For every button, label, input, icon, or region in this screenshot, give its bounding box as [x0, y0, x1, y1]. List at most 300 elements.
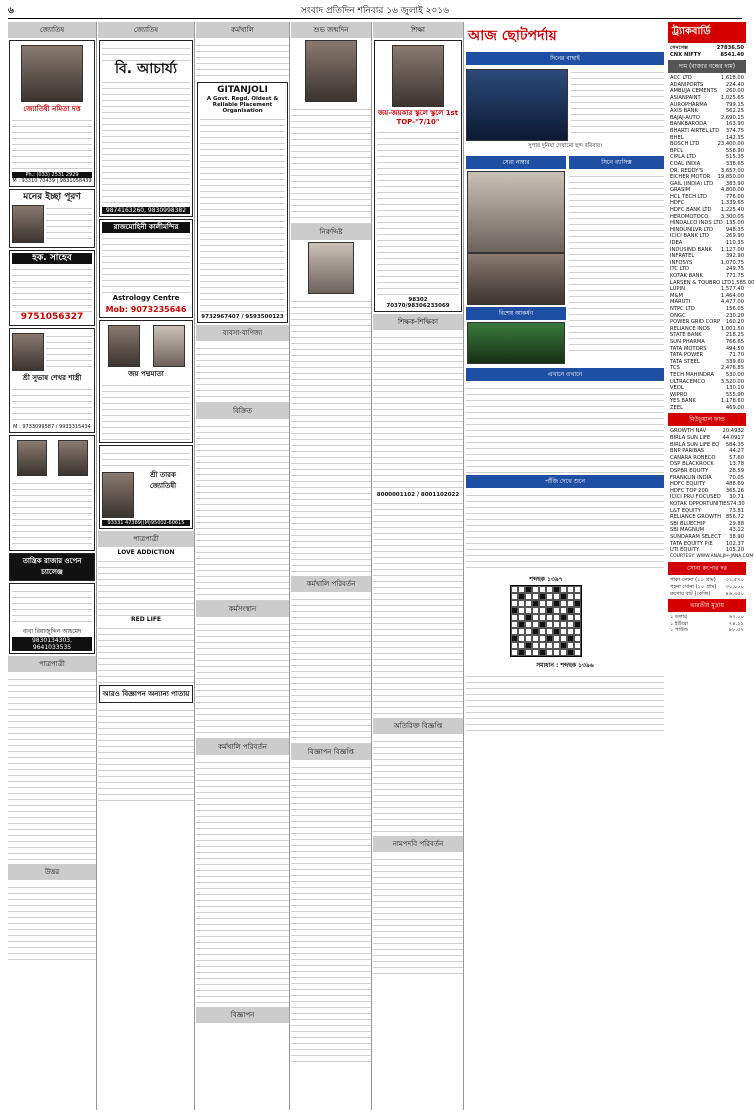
column-heading: কর্মখালি পরিবর্তন — [196, 739, 289, 755]
stock-row — [668, 233, 746, 240]
stock-row-label: ITC LTD — [670, 266, 690, 273]
stock-row-value: 156.05 — [725, 305, 744, 312]
mf-row-label: L&T EQUITY — [670, 507, 701, 514]
stock-row — [668, 253, 746, 260]
stock-row-value: 1,464.00 — [720, 292, 744, 299]
mf-row — [668, 527, 746, 534]
stock-row — [668, 279, 754, 287]
stock-row — [668, 392, 746, 399]
stock-row-label: BOSCH LTD — [670, 141, 700, 148]
fx-row-label: ১ ডলার — [670, 614, 688, 621]
gold-heading: সোনা রুপোর দর — [668, 562, 746, 575]
stock-row-label: TECH MAHINDRA — [670, 371, 714, 378]
stock-row-label: HDFC — [670, 200, 685, 207]
stock-row — [668, 187, 746, 194]
mf-row-label: GROWTH NAV — [670, 428, 707, 435]
fx-row-label: ১ পাউন্ড — [670, 627, 689, 634]
stock-row-value: 71.70 — [729, 352, 744, 359]
stock-row — [668, 339, 746, 346]
gold-list — [668, 577, 746, 597]
mf-row-label: BIRLA SUN LIFE — [670, 435, 711, 442]
stock-row — [668, 75, 746, 82]
stock-row-value: 2,476.85 — [720, 365, 744, 372]
stock-row — [668, 168, 746, 175]
stock-row-label: LUPIN — [670, 286, 685, 293]
column-heading: বিজ্ঞাপন বিজ্ঞপ্তি — [291, 744, 371, 760]
actress-photo — [467, 171, 565, 253]
mf-row-label: DSPBR EQUITY — [670, 468, 709, 475]
stock-row — [668, 115, 746, 122]
stock-row-value: 1,001.50 — [720, 325, 744, 332]
astrology-ad-b4 — [99, 445, 193, 529]
stock-row-value: 2,690.15 — [720, 114, 744, 121]
section-heading: বিশেষ আকর্ষণ — [466, 307, 566, 320]
person-photo — [12, 333, 44, 371]
mf-row-value: 488.69 — [725, 481, 744, 488]
stock-row-label: BHARTI AIRTEL LTD — [670, 127, 720, 134]
mf-row-value: 74.30 — [729, 501, 745, 507]
stock-row — [668, 220, 746, 227]
photo-caption: সুপার দুনিয়া দেখানো ছন্দ রবিবার। — [527, 143, 603, 149]
stock-row — [668, 227, 746, 234]
stock-row-label: COAL INDIA — [670, 160, 701, 167]
astrology-ad-4 — [9, 328, 95, 433]
astrology-ad-2 — [9, 189, 95, 248]
stock-row — [668, 200, 746, 207]
tv-host-photo — [466, 69, 568, 141]
stock-row-value: 1,178.60 — [720, 398, 744, 405]
person-photo — [58, 440, 88, 476]
ad-title: RED LIFE — [130, 616, 162, 623]
stock-row-value: 799.15 — [725, 101, 744, 108]
column-heading: কর্মখালি — [196, 22, 289, 38]
stock-row-label: AXIS BANK — [670, 108, 698, 115]
ad-title: তান্ত্রিক রাজার ওপেন চ্যালেঞ্জ — [22, 557, 82, 576]
stock-row-value: 130.10 — [725, 385, 744, 392]
stock-row — [668, 181, 746, 188]
stock-list — [668, 75, 754, 411]
mf-row-label: BIRLA SUN LIFE EQ — [670, 441, 720, 448]
astrology-ad-3 — [9, 250, 95, 326]
fx-heading: ভারতীয় মুদ্রায় — [668, 599, 746, 612]
fx-row-value: ৭৪.২১ — [728, 620, 744, 627]
gold-row-value: ৪৬,৩৫০ — [725, 590, 744, 597]
stock-row-value: 530.00 — [725, 371, 744, 378]
column-heading: শিক্ষা — [373, 22, 463, 38]
person-photo — [12, 205, 44, 243]
gold-row-value: ৩০,০০০ — [725, 583, 744, 590]
fx-row-value: ৬৭.০০ — [728, 614, 744, 621]
stock-row-value: 555.90 — [725, 391, 744, 398]
stock-row-value: 948.35 — [725, 226, 744, 233]
stock-row-value: 562.25 — [725, 108, 744, 115]
stock-row-value: 1,339.65 — [720, 200, 744, 207]
ad-phone-2: M : 93310 70439 | 9831058439 — [12, 178, 92, 184]
ad-title: জ্যোতিষী নমিতা দত্ত — [23, 105, 81, 113]
stock-row-value: 3,520.00 — [720, 378, 744, 385]
ad-title: GITANJOLI — [217, 85, 268, 95]
gold-row-label: পাকা সোনা (১০ গ্রাম) — [670, 577, 716, 584]
stock-row-label: BHEL — [670, 134, 684, 141]
stock-row-label: LARSEN & TOUBRO LTD — [670, 279, 732, 286]
stock-row-label: TATA STEEL — [670, 358, 700, 365]
ad-phone: 8000001102 / 8001102022 — [376, 492, 460, 498]
mf-row-value: 73.81 — [729, 507, 744, 514]
ad-title: মনের ইচ্ছা পূরণ — [23, 192, 81, 202]
missing-person-photo — [308, 242, 354, 294]
mf-row-value: 856.72 — [725, 514, 744, 521]
stock-row — [668, 174, 746, 181]
person-photo — [108, 325, 140, 367]
stock-row-label: M&M — [670, 292, 683, 299]
mf-row-label: UTI EQUITY — [670, 547, 700, 554]
stock-row-label: HCL TECH LTD — [670, 193, 708, 200]
stock-row-value: 374.75 — [725, 127, 744, 134]
column-ticker — [668, 22, 754, 1110]
stock-row-label: TATA MOTORS — [670, 345, 707, 352]
column-education — [373, 22, 464, 1110]
stock-row-label: EICHER MOTOR — [670, 174, 711, 181]
mf-row — [668, 435, 746, 442]
stock-row-label: BANKBARODA — [670, 121, 707, 128]
stock-row-value: 1,070.75 — [720, 259, 744, 266]
ad-phone: Mob: 9073235646 — [105, 305, 187, 314]
ad-phone: 93331 47389|(M)95002-60615 — [102, 520, 190, 526]
stock-row-value: 558.90 — [725, 147, 744, 154]
stock-row-label: AUROPHARMA — [670, 101, 708, 108]
stock-row-value: 163.90 — [725, 121, 744, 128]
stock-row-label: STATE BANK — [670, 332, 702, 339]
more-ads-box: আরও বিজ্ঞাপন অন্যান্য পাতায় — [99, 685, 193, 703]
mf-row-value: 28.59 — [729, 468, 744, 475]
stock-row-value: 3,657.00 — [720, 167, 744, 174]
stock-row — [668, 260, 746, 267]
stock-row-value: 392.90 — [725, 253, 744, 260]
column-heading: বিজ্ঞাপন — [196, 1007, 289, 1023]
stock-row-value: 142.35 — [725, 134, 744, 141]
mf-row — [668, 541, 746, 548]
mf-row-label: DSP BLACKROCK — [670, 461, 714, 468]
mf-row-label: SBI BLUECHIP — [670, 520, 706, 527]
stock-row-label: IDEA — [670, 240, 683, 247]
stock-row — [668, 121, 746, 128]
stock-row-value: 135.00 — [725, 220, 744, 227]
ad-title: রাজমোহিনী কালীমন্দির — [102, 222, 190, 233]
stock-row-value: 1,577.40 — [720, 286, 744, 293]
ad-phone: 9751056327 — [20, 312, 84, 322]
mf-row-value: 13.78 — [729, 461, 744, 468]
column-heading: নামপদবি পরিবর্তন — [373, 836, 463, 852]
astrology-ad-5 — [9, 435, 95, 551]
stock-row-label: YES BANK — [670, 398, 696, 405]
stock-row-value: 249.75 — [725, 266, 744, 273]
stock-row-value: 1,618.00 — [720, 75, 744, 82]
ad-title: বি. আচার্য্য — [114, 61, 178, 77]
stock-row — [668, 102, 746, 109]
stock-row — [668, 306, 746, 313]
column-heading: কর্মখালি পরিবর্তন — [291, 576, 371, 592]
stock-row-value: 218.25 — [725, 332, 744, 339]
column-birthday — [291, 22, 372, 1110]
mf-row-value: 38.90 — [729, 533, 744, 540]
stock-row-value: 766.65 — [725, 338, 744, 345]
column-heading: পাত্রপাত্রী — [8, 656, 96, 672]
astrology-ad-b2 — [99, 219, 193, 318]
crossword-grid — [510, 585, 582, 657]
stock-row-label: ICICI BANK LTD — [670, 233, 709, 240]
stock-row-value: 23,400.00 — [717, 141, 744, 148]
stock-row-label: TATA POWER — [670, 352, 704, 359]
column-heading: উত্তর — [8, 864, 96, 880]
mf-row-value: 44.27 — [729, 448, 744, 455]
stock-row — [668, 154, 746, 161]
stock-row — [668, 141, 746, 148]
mf-row — [668, 488, 746, 495]
stock-row — [668, 326, 746, 333]
stock-row-label: HINDALCO INDS LTD — [670, 220, 723, 227]
mf-row-value: 584.35 — [725, 441, 744, 448]
mf-row-value: 57.60 — [729, 454, 744, 461]
ad-title: শ্রী তারক জ্যোতিষী — [149, 471, 177, 490]
gitanjoli-ad — [197, 82, 288, 323]
stock-row — [668, 405, 746, 412]
column-heading: অতিরিক্ত বিজ্ঞপ্তি — [373, 718, 463, 734]
stock-row-label: GRASIM — [670, 187, 691, 194]
stock-row — [668, 359, 746, 366]
stock-row-value: 4,477.00 — [720, 299, 744, 306]
stock-row-value: 19,850.00 — [717, 174, 744, 181]
stock-row-value: 1,585.00 — [731, 279, 754, 286]
mf-row-label: FRANKLIN INDIA — [670, 474, 712, 481]
mf-row — [668, 534, 746, 541]
mf-row — [668, 547, 746, 554]
stock-row-value: 469.00 — [725, 404, 744, 411]
fx-row — [668, 627, 746, 634]
stock-row-label: INFRATEL — [670, 253, 695, 260]
mf-row-label: TATA EQUITY P/E — [670, 540, 713, 547]
stock-row-label: MARUTI — [670, 299, 691, 306]
section-subheading: দিনের বাছাই — [466, 52, 664, 65]
stock-row — [668, 266, 746, 273]
astrology-ad-b3 — [99, 320, 193, 443]
ad-title: LOVE ADDICTION — [117, 549, 175, 556]
column-jobs — [196, 22, 290, 1110]
astrology-ad-1 — [9, 40, 95, 187]
ad-phone: 9732967407 / 9593500123 — [201, 314, 284, 320]
ad-subtitle: A Govt. Regd. Oldest & Reliable Placement Organisation — [206, 96, 279, 114]
mf-row-label: KOTAK OPPORTUNITIES — [670, 501, 730, 507]
stock-row-label: BPCL — [670, 147, 684, 154]
stock-row-label: DR. REDDY'S — [670, 167, 704, 174]
mf-row-value: 102.37 — [725, 540, 744, 547]
mf-row — [668, 448, 746, 455]
stock-row — [668, 346, 746, 353]
stock-row-label: ULTRACEMCO — [670, 378, 706, 385]
stock-row-value: 110.35 — [725, 240, 744, 247]
ad-title: হক. সাহেব — [12, 253, 92, 264]
person-photo — [153, 325, 185, 367]
stock-row — [668, 135, 746, 142]
stock-row — [668, 95, 746, 102]
stock-row-label: WIPRO — [670, 391, 688, 398]
person-photo — [102, 472, 134, 518]
stock-row — [668, 207, 746, 214]
stock-row — [668, 365, 746, 372]
ad-phone: M : 9733099587 / 9933315434 — [13, 424, 91, 430]
mf-row-value: 30.71 — [729, 494, 744, 501]
stock-row-label: HINDUNILVR LTD — [670, 226, 713, 233]
stock-row-label: ZEEL — [670, 404, 683, 411]
gold-row-value: ৩১,৫৭০ — [725, 577, 744, 584]
mf-row-label: HDFC TOP 200 — [670, 487, 709, 494]
stock-row-value: 1,225.40 — [720, 207, 744, 214]
section-heading: পাঁজি দেখে শুনে — [466, 475, 664, 488]
child-photo — [305, 40, 357, 102]
stock-row-value: 4,800.00 — [720, 187, 744, 194]
sensex-row: সেনসেক্স 27836.50 — [670, 45, 744, 51]
stock-row — [668, 299, 746, 306]
stock-row-value: 269.90 — [725, 233, 744, 240]
stock-row-label: ASIANPAINT — [670, 94, 701, 101]
page-number: ৬ — [8, 6, 14, 16]
ad-title: জয়-জয়কার স্কুলে স্কুলে 1st TOP-"7/10" — [377, 109, 459, 126]
mf-row-label: CANARA ROBECO — [670, 454, 716, 461]
stock-row-value: 230.20 — [725, 312, 744, 319]
stock-row — [668, 379, 746, 386]
stock-row-value: 339.60 — [725, 358, 744, 365]
stock-row — [668, 161, 746, 168]
section-heading: সেরা নাম্বার — [466, 156, 566, 169]
stock-row-value: 160.20 — [725, 319, 744, 326]
mf-row — [668, 514, 746, 521]
column-tv-section — [466, 22, 664, 1110]
crossword-title: শব্দছক ১৩৯৭ — [529, 576, 563, 583]
ad-phone: 9874163260, 9830998382 — [102, 207, 190, 214]
gold-row — [668, 584, 746, 591]
stock-row — [668, 273, 746, 280]
ad-title: জয় পদ্মমাতা — [128, 370, 164, 378]
stock-row-label: HEROMOTOCO — [670, 213, 709, 220]
person-photo — [17, 440, 47, 476]
stock-row — [668, 247, 746, 254]
stock-row — [668, 108, 746, 115]
nifty-row: CNX NIFTY 8541.40 — [670, 51, 744, 58]
stock-row — [668, 286, 746, 293]
column-heading: নিরুদ্দিষ্ট — [291, 224, 371, 240]
mf-row-label: HDFC EQUITY — [670, 481, 706, 488]
ad-phone: Ph.: (033) 2531 2929 — [12, 172, 92, 178]
stock-row — [668, 128, 746, 135]
stock-row-value: 338.65 — [725, 160, 744, 167]
stock-row — [668, 319, 746, 326]
stock-row-label: SUN PHARMA — [670, 338, 705, 345]
stock-row — [668, 194, 746, 201]
mf-row — [668, 481, 746, 488]
gold-row-label: রুপোর বাট (কেজি) — [670, 590, 711, 597]
mf-row — [668, 461, 746, 468]
stock-row-value: 224.40 — [725, 81, 744, 88]
section-title: আজ ছোটপর্দায় — [468, 28, 557, 44]
section-heading: সিনে ব্যাসিক্স — [569, 156, 664, 169]
stock-row-label: GAIL (INDIA) LTD — [670, 180, 714, 187]
stock-row-label: INDUSIND BANK — [670, 246, 712, 253]
stock-row-label: VEDL — [670, 385, 684, 392]
mf-row-value: 70.05 — [729, 474, 744, 481]
mf-row — [668, 455, 746, 462]
mf-row-value: 365.26 — [725, 487, 744, 494]
gold-row — [668, 591, 746, 598]
ad-phone: 98302 70370/98306233069 — [386, 297, 450, 309]
stock-row-label: TCS — [670, 365, 680, 372]
stock-row — [668, 214, 746, 221]
stock-row — [668, 88, 746, 95]
page-header — [8, 4, 742, 19]
ad-phone: 9830134303, 9641033535 — [12, 637, 92, 651]
column-heading: বিক্রিত — [196, 403, 289, 419]
stock-row — [668, 398, 746, 405]
stock-row-value: 1,025.65 — [720, 94, 744, 101]
stock-row-label: NTPC LTD — [670, 305, 695, 312]
courtesy: COURTESY: WWW.ANALJIH-JANA.COM — [670, 553, 754, 559]
education-ad — [374, 40, 462, 312]
mf-row-label: BNP PARIBAS — [670, 448, 705, 455]
stock-row-label: INFOSYS — [670, 259, 693, 266]
mf-row-label: RELIANCE GROWTH — [670, 514, 722, 521]
stock-row — [668, 148, 746, 155]
stock-row-value: 3,300.05 — [720, 213, 744, 220]
mf-row — [668, 468, 746, 475]
column-astrology-1 — [8, 22, 97, 1110]
stock-row — [668, 240, 746, 247]
stock-row-value: 776.00 — [725, 193, 744, 200]
stock-row-value: 1,127.00 — [720, 246, 744, 253]
mf-row — [668, 494, 746, 501]
ad-title: শ্রী সুভাষ শেখর শাস্ত্রী — [22, 374, 82, 382]
mf-heading: মিউচুয়াল ফান্ড — [668, 413, 746, 426]
stock-row-label: RELIANCE INDS — [670, 325, 710, 332]
stock-row — [668, 385, 746, 392]
mf-row — [668, 501, 746, 508]
ad-center: Astrology Centre — [112, 294, 180, 302]
stock-row-label: BAJAJ-AUTO — [670, 114, 700, 121]
gold-row — [668, 577, 746, 584]
stock-row-label: POWER GRID CORP — [670, 319, 721, 326]
stock-row-value: 494.50 — [725, 345, 744, 352]
stock-row — [668, 372, 746, 379]
mf-row-value: 20.4932 — [722, 428, 744, 435]
stock-row-value: 771.75 — [725, 273, 744, 279]
column-heading: জ্যোতিষ — [8, 22, 96, 38]
mf-row-value: 105.20 — [725, 547, 744, 554]
stock-row-label: ACC LTD — [670, 75, 692, 82]
stock-row-value: 260.00 — [725, 88, 744, 95]
stock-row-label: ADANIPORTS — [670, 81, 704, 88]
stock-row-value: 515.35 — [725, 154, 744, 161]
stock-row — [668, 82, 746, 89]
mf-row — [668, 428, 746, 435]
section-heading: এখানে ওখানে — [466, 368, 664, 381]
stock-row-label: KOTAK BANK — [670, 273, 703, 279]
page-header-title: সংবাদ প্রতিদিন শনিবার ১৬ জুলাই ২০১৬ — [300, 6, 450, 16]
mf-row — [668, 475, 746, 482]
stock-row — [668, 352, 746, 359]
stock-row-label: HDFC BANK LTD — [670, 207, 712, 214]
column-heading: শিক্ষক-শিক্ষিকা — [373, 314, 463, 330]
fx-row-value: ৮৮.৫৭ — [728, 627, 744, 634]
solution-title: সমাধান : শব্দছক ১৩৯৬ — [536, 662, 594, 669]
fx-row-label: ১ ইউরো — [670, 620, 689, 627]
mf-row-value: 43.12 — [729, 527, 744, 534]
